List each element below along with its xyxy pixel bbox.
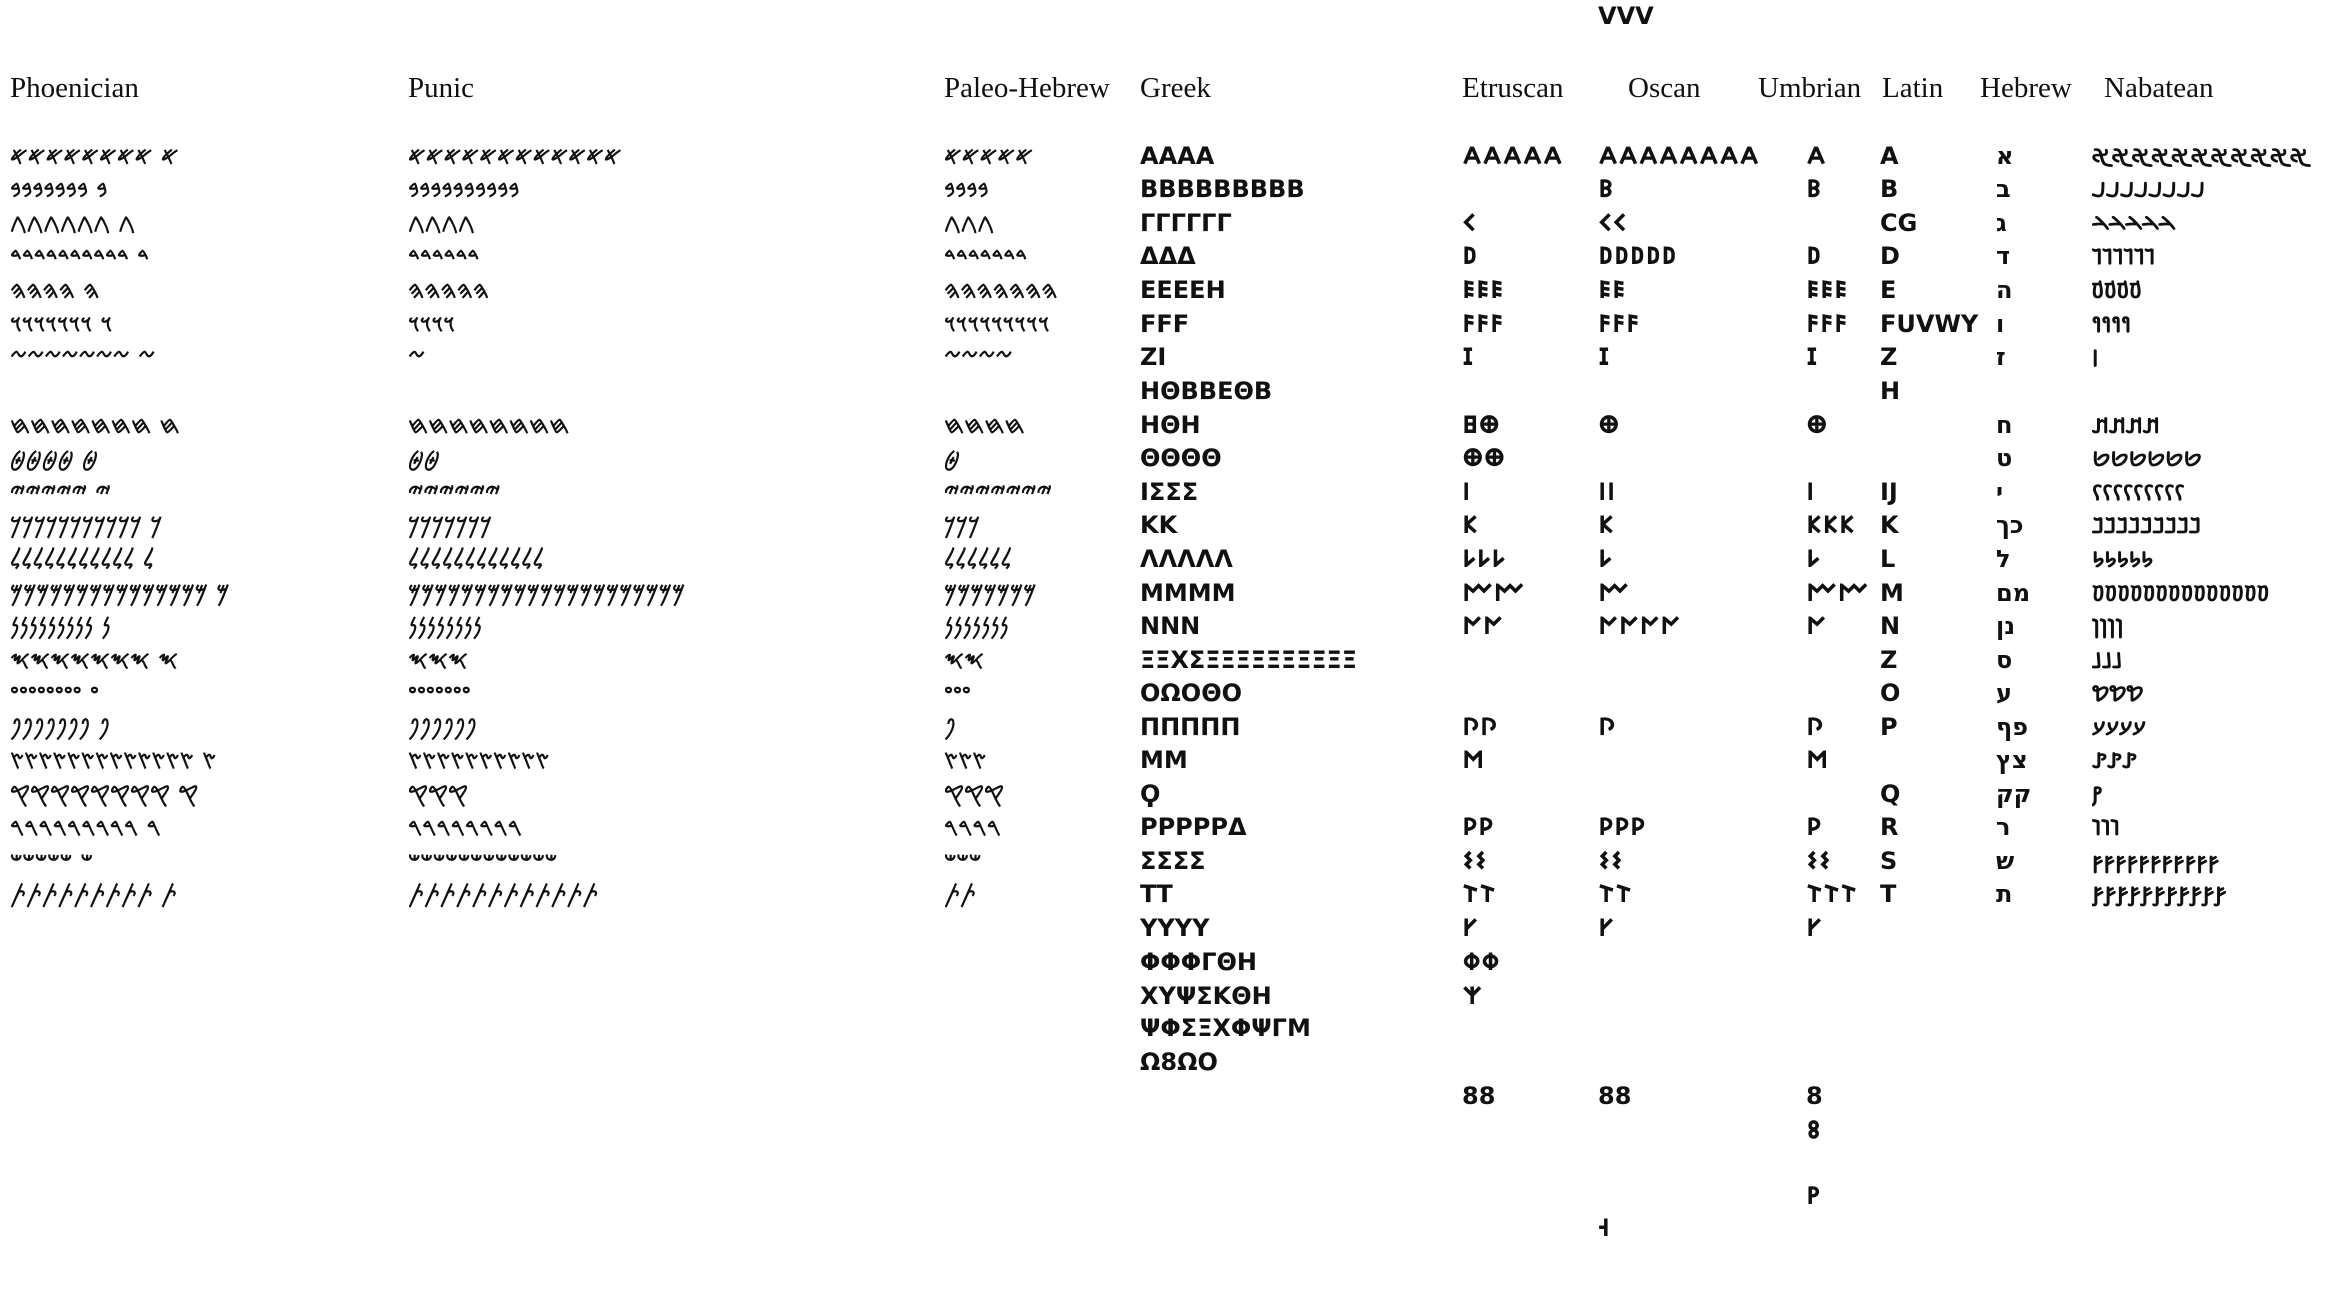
glyph-cell-punic: 𐤂𐤂𐤂𐤂 (408, 209, 475, 237)
glyph-cell-hebrew: ל (1996, 545, 2011, 573)
glyph-cell-nabatean: 𐢒𐢒𐢒𐢒𐢒𐢒𐢒𐢒𐢒𐢒𐢒𐢒𐢒𐢒 (2092, 579, 2270, 607)
glyph-cell-greek: ΜΜ (1140, 746, 1188, 774)
glyph-cell-punic: 𐤕𐤕𐤕𐤕𐤕𐤕𐤕𐤕𐤕𐤕𐤕𐤕 (408, 880, 599, 908)
glyph-cell-greek: ΛΛΛΛΛ (1140, 545, 1233, 573)
glyph-cell-nabatean: 𐢄𐢄𐢄𐢄𐢄 (2092, 209, 2176, 237)
glyph-cell-paleo-hebrew: 𐤋𐤋𐤋𐤋𐤋𐤋 (944, 545, 1012, 573)
glyph-cell-umbrian: 𐌑 (1806, 746, 1829, 774)
glyph-cell-umbrian: 𐌀 (1806, 142, 1827, 170)
glyph-cell-greek: ΙΣΣΣ (1140, 478, 1199, 506)
column-header-latin: Latin (1882, 72, 1944, 104)
glyph-cell-etruscan: 𐌇𐌈 (1462, 411, 1501, 439)
glyph-cell-phoenician: 𐤀 𐤀𐤀𐤀𐤀𐤀𐤀𐤀𐤀 (10, 142, 179, 170)
glyph-cell-hebrew: ט (1996, 444, 2013, 472)
glyph-cell-phoenician: 𐤕 𐤕𐤕𐤕𐤕𐤕𐤕𐤕𐤕𐤕 (10, 880, 177, 908)
glyph-cell-punic: 𐤐𐤐𐤐𐤐𐤐𐤐 (408, 713, 477, 741)
glyph-cell-hebrew: פף (1996, 713, 2028, 741)
glyph-cell-greek: Ϙ (1140, 780, 1161, 808)
glyph-cell-phoenician: 𐤊 𐤊𐤊𐤊𐤊𐤊𐤊𐤊𐤊𐤊𐤊𐤊 (10, 511, 163, 539)
glyph-cell-paleo-hebrew: 𐤑𐤑𐤑 (944, 746, 987, 774)
glyph-cell-paleo-hebrew: 𐤌𐤌𐤌𐤌𐤌𐤌𐤌 (944, 579, 1037, 607)
glyph-cell-greek: ΨΦΣΞΧΦΨΓΜ (1140, 1014, 1311, 1042)
glyph-cell-umbrian: 𐌅𐌅𐌅 (1806, 310, 1848, 338)
glyph-cell-hebrew: ו (1996, 310, 2005, 338)
glyph-cell-latin: IJ (1880, 478, 1898, 506)
glyph-cell-phoenician: 𐤋 𐤋𐤋𐤋𐤋𐤋𐤋𐤋𐤋𐤋𐤋𐤋 (10, 545, 155, 573)
glyph-cell-nabatean: 𐢜𐢜𐢜𐢜𐢜𐢜𐢜𐢜𐢜𐢜𐢜 (2092, 847, 2220, 875)
glyph-cell-phoenician: 𐤏 𐤏𐤏𐤏𐤏𐤏𐤏𐤏𐤏 (10, 679, 99, 707)
glyph-cell-phoenician: 𐤄 𐤄𐤄𐤄𐤄 (10, 276, 100, 304)
glyph-cell-umbrian: 𐌛 (1806, 1182, 1821, 1210)
column-header-paleo-hebrew: Paleo-Hebrew (944, 72, 1110, 104)
glyph-cell-nabatean: 𐢗𐢗𐢗𐢗 (2092, 713, 2146, 741)
glyph-cell-etruscan: 𐌉 (1462, 478, 1471, 506)
glyph-cell-latin: L (1880, 545, 1896, 573)
glyph-cell-paleo-hebrew: 𐤄𐤄𐤄𐤄𐤄𐤄𐤄 (944, 276, 1058, 304)
glyph-cell-hebrew: ע (1996, 679, 2012, 707)
glyph-cell-greek: ΧΥΨΣΚΘΗ (1140, 982, 1272, 1010)
glyph-cell-etruscan: 𐌋𐌋𐌋 (1462, 545, 1506, 573)
glyph-cell-greek: ΘΘΘΘ (1140, 444, 1222, 472)
column-header-oscan: Oscan (1628, 72, 1701, 104)
glyph-cell-umbrian: 𐌚 (1806, 1116, 1822, 1144)
glyph-cell-etruscan: 𐌍𐌍 (1462, 612, 1504, 640)
glyph-cell-punic: 𐤃𐤃𐤃𐤃𐤃𐤃 (408, 242, 480, 270)
column-header-punic: Punic (408, 72, 475, 104)
glyph-cell-etruscan: 𐌑 (1462, 746, 1485, 774)
glyph-cell-punic: 𐤏𐤏𐤏𐤏𐤏𐤏𐤏 (408, 679, 471, 707)
glyph-cell-latin: B (1880, 175, 1899, 203)
glyph-cell-punic: 𐤉𐤉𐤉𐤉𐤉𐤉 (408, 478, 501, 506)
glyph-cell-punic: 𐤊𐤊𐤊𐤊𐤊𐤊𐤊 (408, 511, 492, 539)
glyph-cell-oscan: 𐌂𐌂 (1598, 209, 1628, 237)
glyph-cell-etruscan: 𐌆 (1462, 343, 1474, 371)
glyph-cell-etruscan: 88 (1462, 1082, 1496, 1110)
glyph-cell-greek: Ω8ΩΟ (1140, 1048, 1218, 1076)
glyph-cell-etruscan: 𐌘𐌘 (1462, 948, 1500, 976)
glyph-cell-latin: E (1880, 276, 1897, 304)
glyph-cell-punic: 𐤍𐤍𐤍𐤍𐤍𐤍𐤍𐤍 (408, 612, 482, 640)
glyph-cell-oscan: 𐌄𐌄 (1598, 276, 1626, 304)
glyph-cell-nabatean: 𐢛𐢛𐢛 (2092, 813, 2121, 841)
glyph-cell-nabatean: 𐢍𐢍𐢍𐢍𐢍𐢍𐢍𐢍𐢍 (2092, 478, 2185, 506)
glyph-cell-hebrew: קק (1996, 780, 2032, 808)
glyph-cell-paleo-hebrew: 𐤓𐤓𐤓𐤓 (944, 813, 1002, 841)
glyph-cell-phoenician: 𐤃 𐤃𐤃𐤃𐤃𐤃𐤃𐤃𐤃𐤃𐤃 (10, 242, 150, 270)
glyph-cell-latin: R (1880, 813, 1899, 841)
column-header-nabatean: Nabatean (2104, 72, 2214, 104)
glyph-cell-umbrian: 8 (1806, 1082, 1823, 1110)
glyph-cell-latin: K (1880, 511, 1899, 539)
glyph-cell-latin: D (1880, 242, 1900, 270)
glyph-cell-greek: ΤΤ (1140, 880, 1173, 908)
glyph-cell-greek: ΞΞΧΣΞΞΞΞΞΞΞΞΞΞ (1140, 646, 1357, 674)
glyph-cell-latin: S (1880, 847, 1898, 875)
glyph-cell-oscan: 𐌍𐌍𐌍𐌍 (1598, 612, 1681, 640)
glyph-cell-greek: ΔΔΔ (1140, 242, 1196, 270)
glyph-cell-latin: A (1880, 142, 1899, 170)
glyph-cell-greek: ΠΠΠΠΠ (1140, 713, 1241, 741)
glyph-cell-paleo-hebrew: 𐤔𐤔𐤔 (944, 847, 982, 875)
glyph-cell-greek: ΑΑΑΑ (1140, 142, 1215, 170)
glyph-cell-latin: T (1880, 880, 1897, 908)
glyph-cell-phoenician: 𐤁 𐤁𐤁𐤁𐤁𐤁𐤁𐤁 (10, 175, 108, 203)
glyph-cell-phoenician: 𐤔 𐤔𐤔𐤔𐤔𐤔 (10, 847, 93, 875)
glyph-cell-punic: 𐤎𐤎𐤎 (408, 646, 468, 674)
glyph-cell-etruscan: 𐌃 (1462, 242, 1478, 270)
glyph-cell-hebrew: י (1996, 478, 2004, 506)
glyph-cell-umbrian: 𐌍 (1806, 612, 1827, 640)
glyph-cell-paleo-hebrew: 𐤊𐤊𐤊 (944, 511, 980, 539)
glyph-cell-nabatean: 𐢔𐢔𐢔𐢔 (2092, 612, 2124, 640)
glyph-cell-nabatean: 𐢕𐢕𐢕 (2092, 646, 2123, 674)
glyph-cell-phoenician: 𐤉 𐤉𐤉𐤉𐤉𐤉 (10, 478, 111, 506)
glyph-cell-punic: 𐤇𐤇𐤇𐤇𐤇𐤇𐤇𐤇 (408, 411, 570, 439)
glyph-cell-etruscan: 𐌌𐌌 (1462, 579, 1526, 607)
glyph-cell-hebrew: א (1996, 142, 2014, 170)
glyph-cell-paleo-hebrew: 𐤃𐤃𐤃𐤃𐤃𐤃𐤃 (944, 242, 1028, 270)
glyph-cell-latin: H (1880, 377, 1901, 405)
glyph-cell-nabatean: 𐢈𐢈𐢈𐢈 (2092, 310, 2132, 338)
glyph-cell-phoenician: 𐤈 𐤈𐤈𐤈𐤈 (10, 444, 98, 472)
glyph-cell-phoenician: 𐤓 𐤓𐤓𐤓𐤓𐤓𐤓𐤓𐤓𐤓 (10, 813, 161, 841)
glyph-cell-nabatean: 𐢐𐢐𐢐𐢐𐢐 (2092, 545, 2153, 573)
glyph-cell-latin: Q (1880, 780, 1901, 808)
glyph-cell-oscan: 𐌁 (1598, 175, 1614, 203)
glyph-cell-punic: 𐤓𐤓𐤓𐤓𐤓𐤓𐤓𐤓 (408, 813, 523, 841)
glyph-cell-nabatean: 𐢃𐢃𐢃𐢃𐢃𐢃𐢃𐢃 (2092, 175, 2206, 203)
glyph-cell-nabatean: 𐢅𐢅𐢅𐢅𐢅𐢅 (2092, 242, 2156, 270)
glyph-cell-umbrian: 𐌓 (1806, 813, 1822, 841)
glyph-cell-paleo-hebrew: 𐤒𐤒𐤒 (944, 780, 1004, 808)
column-header-etruscan: Etruscan (1462, 72, 1564, 104)
glyph-cell-paleo-hebrew: 𐤍𐤍𐤍𐤍𐤍𐤍𐤍 (944, 612, 1009, 640)
glyph-cell-nabatean: 𐢉 (2092, 343, 2099, 371)
glyph-cell-oscan: 𐌃𐌃𐌃𐌃𐌃 (1598, 242, 1678, 270)
glyph-cell-phoenician: 𐤒 𐤒𐤒𐤒𐤒𐤒𐤒𐤒𐤒 (10, 780, 199, 808)
glyph-cell-oscan: 𐌉𐌉 (1598, 478, 1616, 506)
glyph-cell-hebrew: ס (1996, 646, 2013, 674)
glyph-cell-umbrian: 𐌌𐌌 (1806, 579, 1870, 607)
glyph-cell-paleo-hebrew: 𐤆𐤆𐤆𐤆 (944, 343, 1013, 371)
glyph-cell-hebrew: ת (1996, 880, 2013, 908)
glyph-cell-punic: 𐤒𐤒𐤒 (408, 780, 468, 808)
glyph-cell-oscan: 𐌈 (1598, 411, 1620, 439)
glyph-cell-punic: 𐤅𐤅𐤅𐤅 (408, 310, 455, 338)
glyph-cell-punic: 𐤀𐤀𐤀𐤀𐤀𐤀𐤀𐤀𐤀𐤀𐤀𐤀 (408, 142, 622, 170)
glyph-cell-greek: ΝΝΝ (1140, 612, 1201, 640)
glyph-cell-phoenician: 𐤐 𐤐𐤐𐤐𐤐𐤐𐤐𐤐 (10, 713, 110, 741)
glyph-cell-oscan: 𐌕𐌕 (1598, 880, 1633, 908)
glyph-cell-oscan: 𐌓𐌓𐌓 (1598, 813, 1646, 841)
glyph-cell-umbrian: 𐌄𐌄𐌄 (1806, 276, 1848, 304)
glyph-cell-nabatean: 𐢖𐢖𐢖 (2092, 679, 2144, 707)
glyph-cell-punic: 𐤄𐤄𐤄𐤄𐤄 (408, 276, 489, 304)
glyph-cell-etruscan: 𐌈𐌈 (1462, 444, 1506, 472)
glyph-cell-paleo-hebrew: 𐤇𐤇𐤇𐤇 (944, 411, 1025, 439)
glyph-cell-hebrew: מם (1996, 579, 2031, 607)
glyph-cell-umbrian: 𐌊𐌊𐌊 (1806, 511, 1856, 539)
glyph-cell-greek: ΟΩΟΘΟ (1140, 679, 1243, 707)
glyph-cell-paleo-hebrew: 𐤕𐤕 (944, 880, 976, 908)
glyph-cell-etruscan: 𐌐𐌐 (1462, 713, 1498, 741)
glyph-cell-umbrian: 𐌆 (1806, 343, 1818, 371)
glyph-cell-oscan: 𐌐 (1598, 713, 1616, 741)
glyph-cell-nabatean: 𐢊𐢊𐢊𐢊 (2092, 411, 2160, 439)
glyph-cell-latin: CG (1880, 209, 1918, 237)
glyph-cell-greek: ΕΕΕΕΗ (1140, 276, 1226, 304)
glyph-cell-paleo-hebrew: 𐤈 (944, 444, 960, 472)
glyph-cell-paleo-hebrew: 𐤂𐤂𐤂 (944, 209, 995, 237)
glyph-cell-phoenician: 𐤇 𐤇𐤇𐤇𐤇𐤇𐤇𐤇 (10, 411, 180, 439)
glyph-cell-nabatean: 𐢏𐢏𐢏𐢏𐢏𐢏𐢏𐢏𐢏 (2092, 511, 2202, 539)
column-header-hebrew: Hebrew (1980, 72, 2072, 104)
glyph-cell-oscan: 88 (1598, 1082, 1632, 1110)
glyph-cell-oscan: VVV (1598, 2, 1654, 30)
glyph-cell-punic: 𐤁𐤁𐤁𐤁𐤁𐤁𐤁𐤁𐤁𐤁 (408, 175, 520, 203)
glyph-cell-paleo-hebrew: 𐤉𐤉𐤉𐤉𐤉𐤉𐤉 (944, 478, 1052, 506)
glyph-cell-umbrian: 𐌁 (1806, 175, 1822, 203)
glyph-cell-greek: ΓΓΓΓΓΓ (1140, 209, 1232, 237)
glyph-cell-punic: 𐤈𐤈 (408, 444, 440, 472)
glyph-cell-oscan: 𐌅𐌅𐌅 (1598, 310, 1640, 338)
glyph-cell-umbrian: 𐌐 (1806, 713, 1824, 741)
glyph-cell-umbrian: 𐌔𐌔 (1806, 847, 1832, 875)
glyph-cell-paleo-hebrew: 𐤐 (944, 713, 956, 741)
glyph-cell-etruscan: 𐌙 (1462, 982, 1483, 1010)
glyph-cell-hebrew: ה (1996, 276, 2013, 304)
glyph-cell-latin: Z (1880, 343, 1898, 371)
glyph-cell-greek: ΜΜΜΜ (1140, 579, 1236, 607)
glyph-cell-umbrian: 𐌃 (1806, 242, 1822, 270)
glyph-cell-punic: 𐤑𐤑𐤑𐤑𐤑𐤑𐤑𐤑𐤑𐤑 (408, 746, 550, 774)
glyph-cell-greek: ΣΣΣΣ (1140, 847, 1206, 875)
glyph-cell-paleo-hebrew: 𐤎𐤎 (944, 646, 984, 674)
glyph-cell-phoenician: 𐤎 𐤎𐤎𐤎𐤎𐤎𐤎𐤎 (10, 646, 179, 674)
glyph-cell-hebrew: ש (1996, 847, 2015, 875)
glyph-cell-oscan: 𐌔𐌔 (1598, 847, 1624, 875)
glyph-cell-oscan: 𐌋 (1598, 545, 1613, 573)
glyph-cell-etruscan: 𐌕𐌕 (1462, 880, 1497, 908)
glyph-cell-oscan: 𐌆 (1598, 343, 1610, 371)
glyph-cell-etruscan: 𐌀𐌀𐌀𐌀𐌀 (1462, 142, 1563, 170)
glyph-cell-punic: 𐤔𐤔𐤔𐤔𐤔𐤔𐤔𐤔𐤔𐤔𐤔𐤔 (408, 847, 558, 875)
glyph-cell-latin: M (1880, 579, 1904, 607)
column-header-phoenician: Phoenician (10, 72, 139, 104)
glyph-cell-greek: ΥΥΥΥ (1140, 914, 1210, 942)
glyph-cell-umbrian: 𐌈 (1806, 411, 1828, 439)
glyph-cell-etruscan: 𐌅𐌅𐌅 (1462, 310, 1504, 338)
column-header-greek: Greek (1140, 72, 1211, 104)
glyph-cell-punic: 𐤋𐤋𐤋𐤋𐤋𐤋𐤋𐤋𐤋𐤋𐤋𐤋 (408, 545, 544, 573)
glyph-cell-oscan: 𐌀𐌀𐌀𐌀𐌀𐌀𐌀𐌀 (1598, 142, 1760, 170)
glyph-cell-punic: 𐤆 (408, 343, 426, 371)
glyph-cell-hebrew: ב (1996, 175, 2011, 203)
glyph-cell-greek: ϜϜϜ (1140, 310, 1190, 338)
glyph-cell-hebrew: ר (1996, 813, 2011, 841)
glyph-cell-phoenician: 𐤍 𐤍𐤍𐤍𐤍𐤍𐤍𐤍𐤍𐤍 (10, 612, 111, 640)
glyph-cell-paleo-hebrew: 𐤀𐤀𐤀𐤀𐤀 (944, 142, 1034, 170)
glyph-cell-hebrew: צץ (1996, 746, 2028, 774)
column-header-umbrian: Umbrian (1758, 72, 1862, 104)
glyph-cell-hebrew: ח (1996, 411, 2013, 439)
glyph-cell-etruscan: 𐌔𐌔 (1462, 847, 1488, 875)
glyph-cell-nabatean: 𐢙𐢙𐢙 (2092, 746, 2137, 774)
glyph-cell-etruscan: 𐌂 (1462, 209, 1477, 237)
glyph-cell-umbrian: 𐌉 (1806, 478, 1815, 506)
glyph-cell-paleo-hebrew: 𐤁𐤁𐤁𐤁 (944, 175, 989, 203)
glyph-cell-paleo-hebrew: 𐤏𐤏𐤏 (944, 679, 971, 707)
glyph-cell-phoenician: 𐤌 𐤌𐤌𐤌𐤌𐤌𐤌𐤌𐤌𐤌𐤌𐤌𐤌𐤌𐤌𐤌 (10, 579, 230, 607)
glyph-cell-greek: ΒΒΒΒΒΒΒΒΒ (1140, 175, 1305, 203)
glyph-cell-umbrian: 𐌋 (1806, 545, 1821, 573)
glyph-cell-nabatean: 𐢝𐢝𐢝𐢝𐢝𐢝𐢝𐢝𐢝𐢝𐢝 (2092, 880, 2227, 908)
glyph-cell-hebrew: כך (1996, 511, 2024, 539)
glyph-cell-hebrew: ז (1996, 343, 2006, 371)
glyph-cell-etruscan: 𐌖 (1462, 914, 1479, 942)
glyph-cell-oscan: 𐌝 (1598, 1214, 1610, 1242)
glyph-cell-etruscan: 𐌊 (1462, 511, 1479, 539)
glyph-cell-latin: FUVWY (1880, 310, 1979, 338)
glyph-cell-phoenician: 𐤆 𐤆𐤆𐤆𐤆𐤆𐤆𐤆 (10, 343, 156, 371)
glyph-cell-greek: ΚΚ (1140, 511, 1178, 539)
glyph-cell-paleo-hebrew: 𐤅𐤅𐤅𐤅𐤅𐤅𐤅𐤅𐤅 (944, 310, 1050, 338)
glyph-cell-hebrew: ד (1996, 242, 2011, 270)
glyph-cell-phoenician: 𐤑 𐤑𐤑𐤑𐤑𐤑𐤑𐤑𐤑𐤑𐤑𐤑𐤑𐤑 (10, 746, 217, 774)
glyph-cell-hebrew: ג (1996, 209, 2007, 237)
glyph-cell-punic: 𐤌𐤌𐤌𐤌𐤌𐤌𐤌𐤌𐤌𐤌𐤌𐤌𐤌𐤌𐤌𐤌𐤌𐤌𐤌𐤌𐤌 (408, 579, 686, 607)
glyph-cell-latin: Z (1880, 646, 1898, 674)
glyph-cell-latin: P (1880, 713, 1898, 741)
glyph-cell-etruscan: 𐌓𐌓 (1462, 813, 1494, 841)
glyph-cell-nabatean: 𐢆𐢆𐢆𐢆 (2092, 276, 2143, 304)
glyph-cell-umbrian: 𐌖 (1806, 914, 1823, 942)
glyph-cell-oscan: 𐌌 (1598, 579, 1630, 607)
glyph-cell-oscan: 𐌊 (1598, 511, 1615, 539)
glyph-cell-oscan: 𐌖 (1598, 914, 1615, 942)
glyph-cell-greek: ΗΘΒΒΕΘΒ (1140, 377, 1273, 405)
glyph-cell-greek: ΖΙ (1140, 343, 1167, 371)
glyph-cell-latin: N (1880, 612, 1901, 640)
glyph-cell-nabatean: 𐢋𐢋𐢋𐢋𐢋𐢋 (2092, 444, 2202, 472)
glyph-cell-hebrew: נן (1996, 612, 2016, 640)
glyph-cell-nabatean: 𐢚 (2092, 780, 2103, 808)
glyph-cell-greek: ΗΘΗ (1140, 411, 1201, 439)
glyph-cell-greek: ΡΡΡΡΡΔ (1140, 813, 1247, 841)
glyph-cell-nabatean: 𐢀𐢀𐢀𐢀𐢀𐢀𐢀𐢀𐢀𐢀𐢀 (2092, 142, 2310, 170)
glyph-cell-phoenician: 𐤂 𐤂𐤂𐤂𐤂𐤂𐤂 (10, 209, 136, 237)
glyph-cell-umbrian: 𐌕𐌕𐌕 (1806, 880, 1858, 908)
glyph-cell-etruscan: 𐌄𐌄𐌄 (1462, 276, 1504, 304)
glyph-cell-greek: ΦΦΦΓΘΗ (1140, 948, 1257, 976)
glyph-cell-phoenician: 𐤅 𐤅𐤅𐤅𐤅𐤅𐤅𐤅 (10, 310, 113, 338)
glyph-cell-latin: O (1880, 679, 1901, 707)
